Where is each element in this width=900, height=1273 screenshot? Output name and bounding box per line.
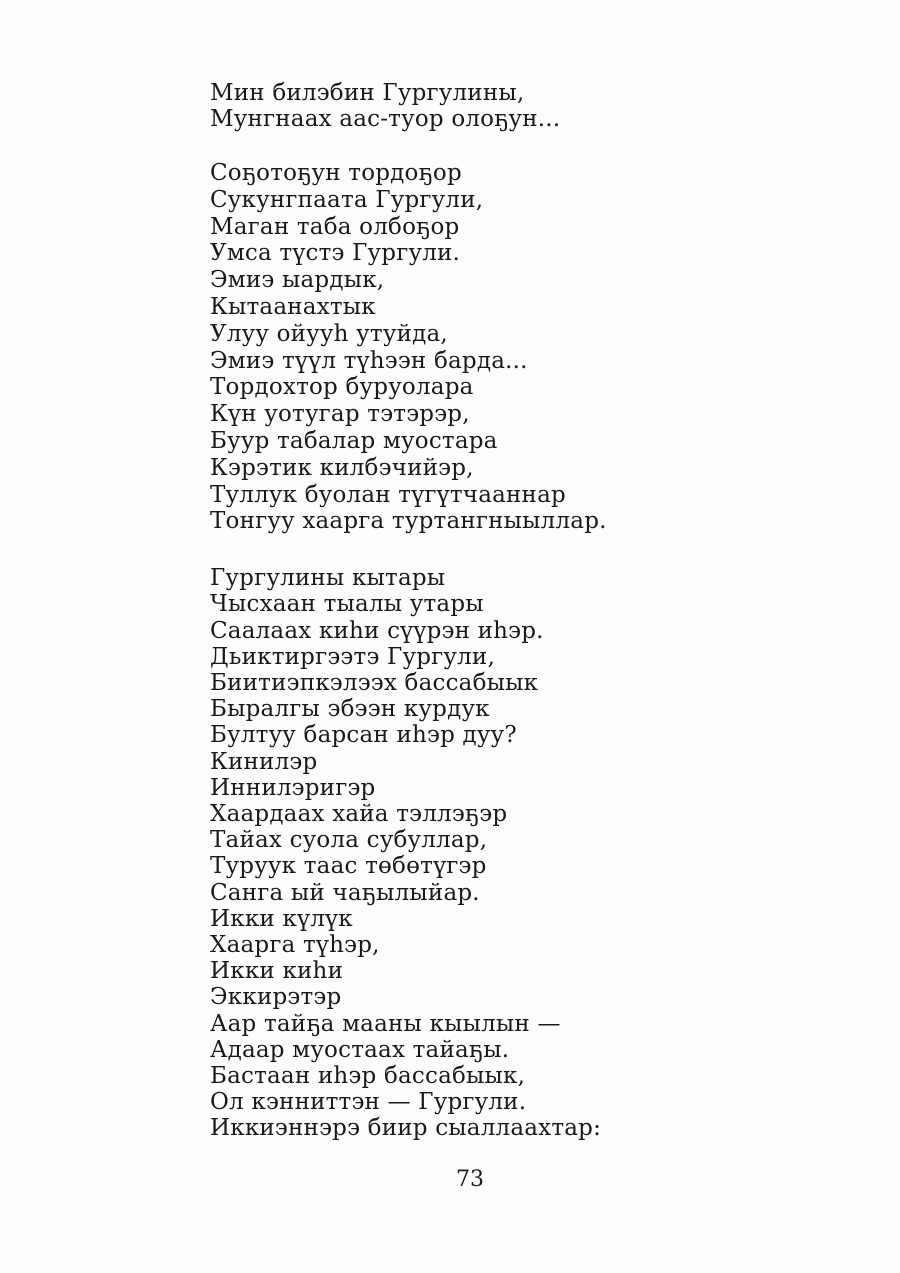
poem-line: Дьиктиргээтэ Гургули, — [210, 643, 495, 670]
poem-line: Гургулины кытары — [210, 565, 446, 592]
poem-line: Маган таба олбоҕор — [210, 213, 460, 240]
poem-line: Соҕотоҕун тордоҕор — [210, 160, 462, 186]
poem-line: Тайах суола субуллар, — [210, 827, 488, 854]
poem-line: Иккиэннэрэ биир сыаллаахтар: — [210, 1115, 602, 1142]
poem-line: Тордохтор буруолара — [210, 374, 474, 401]
poem-line: Ол кэнниттэн — Гургули. — [210, 1089, 527, 1116]
poem-text — [210, 80, 770, 1142]
poem-line: Иннилэригэр — [210, 774, 376, 801]
poem-line: Мин билэбин Гургулины, — [210, 80, 525, 106]
poem-line: Биитиэпкэлээх бассабыык — [210, 669, 539, 696]
poem-line: Саалаах киһи сүүрэн иһэр. — [210, 617, 544, 644]
stanza — [210, 160, 770, 535]
poem-line: Сукунгпаата Гургули, — [210, 186, 484, 213]
poem-line: Икки киһи — [210, 958, 344, 985]
poem-line: Күн уотугар тэтэрэр, — [210, 401, 470, 428]
poem-line: Кытаанахтык — [210, 293, 376, 320]
page-number: 73 — [456, 1167, 484, 1192]
poem-line: Буур табалар муостара — [210, 427, 498, 454]
poem-line: Мунгнаах аас-туор олоҕун... — [210, 106, 561, 132]
stanza — [210, 80, 770, 132]
poem-line: Хаардаах хайа тэллэҕэр — [210, 800, 508, 827]
poem-line: Икки күлүк — [210, 905, 353, 932]
poem-line: Улуу ойууһ утуйда, — [210, 320, 448, 347]
poem-line: Бултуу барсан иһэр дуу? — [210, 722, 517, 749]
poem-line: Эккирэтэр — [210, 984, 342, 1011]
poem-line: Эмиэ ыардык, — [210, 267, 385, 294]
poem-line: Аар тайҕа мааны кыылын — — [210, 1010, 561, 1037]
poem-line: Хаарга түһэр, — [210, 932, 380, 958]
poem-line: Бастаан иһэр бассабыык, — [210, 1063, 526, 1090]
poem-line: Кэрэтик килбэчийэр, — [210, 454, 474, 481]
poem-line: Санга ый чаҕылыйар. — [210, 879, 480, 906]
poem-line: Чысхаан тыалы утары — [210, 591, 484, 618]
poem-line: Умса түстэ Гургули. — [210, 240, 461, 267]
poem-line: Эмиэ түүл түһээн барда... — [210, 347, 528, 374]
poem-line: Тонгуу хаарга туртангныыллар. — [210, 508, 607, 535]
poem-line: Адаар муостаах тайаҕы. — [210, 1036, 510, 1063]
poem-line: Туруук таас төбөтүгэр — [210, 853, 487, 880]
poem-line: Быралгы эбээн курдук — [210, 696, 490, 723]
poem-line: Кинилэр — [210, 748, 318, 775]
stanza — [210, 565, 770, 1141]
poem-line: Туллук буолан түгүтчааннар — [210, 481, 566, 508]
